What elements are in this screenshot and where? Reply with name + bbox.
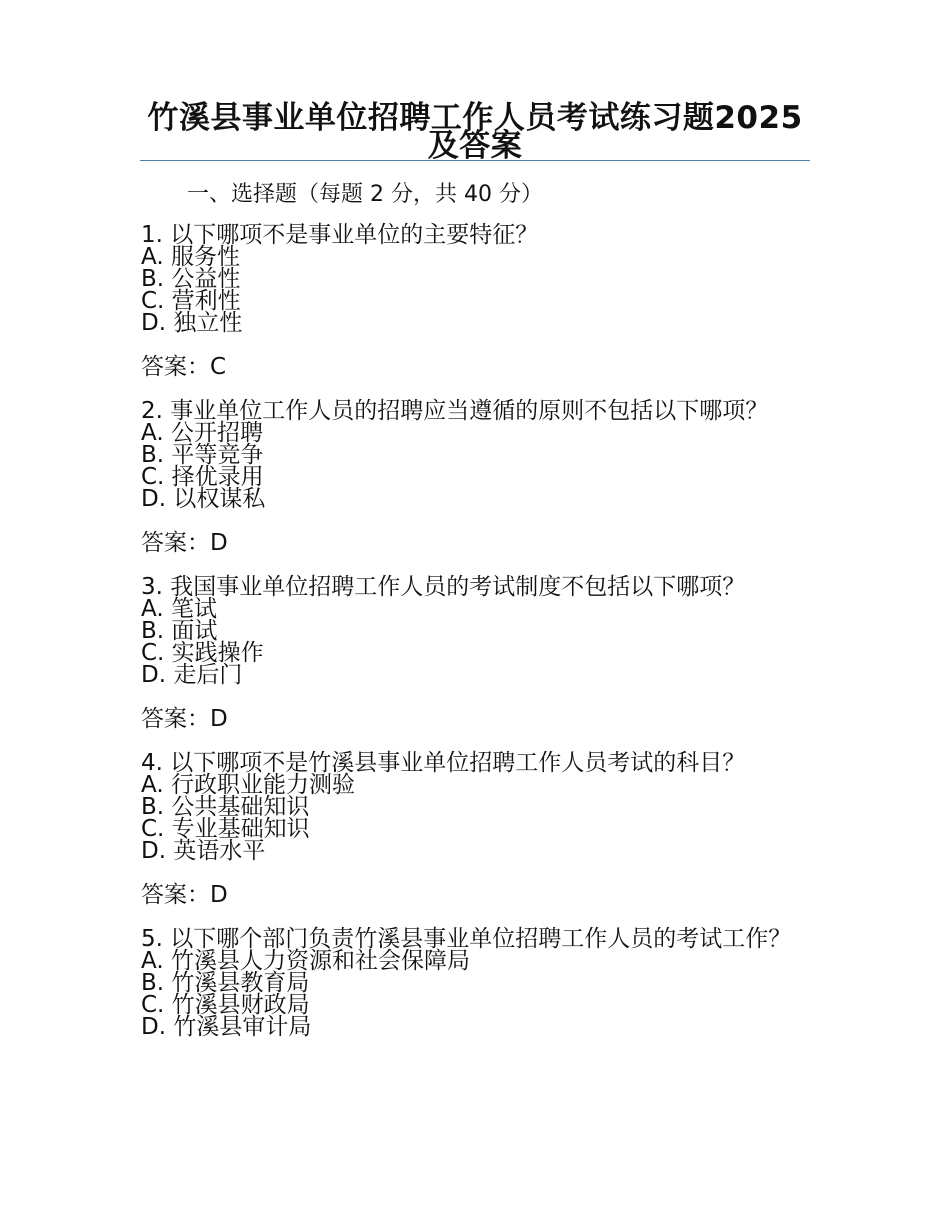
option-c: C. 择优录用 bbox=[141, 464, 264, 490]
question-5 bbox=[141, 928, 801, 1038]
answer-4: 答案：D bbox=[141, 882, 228, 908]
question-list bbox=[141, 224, 801, 1038]
question-stem: 1. 以下哪项不是事业单位的主要特征？ bbox=[141, 222, 539, 248]
question-stem: 3. 我国事业单位招聘工作人员的考试制度不包括以下哪项？ bbox=[141, 574, 746, 600]
option-d: D. 走后门 bbox=[141, 662, 243, 688]
option-b: B. 面试 bbox=[141, 618, 218, 644]
option-d: D. 以权谋私 bbox=[141, 486, 266, 512]
option-d: D. 竹溪县审计局 bbox=[141, 1014, 312, 1040]
option-d: D. 独立性 bbox=[141, 310, 243, 336]
section-heading: 一、选择题（每题 2 分，共 40 分） bbox=[187, 182, 543, 207]
option-d: D. 英语水平 bbox=[141, 838, 266, 864]
question-4 bbox=[141, 752, 801, 862]
option-a: A. 竹溪县人力资源和社会保障局 bbox=[141, 948, 470, 974]
document-title: 竹溪县事业单位招聘工作人员考试练习题2025及答案 bbox=[147, 100, 803, 164]
option-b: B. 平等竞争 bbox=[141, 442, 264, 468]
option-b: B. 公共基础知识 bbox=[141, 794, 310, 820]
option-c: C. 实践操作 bbox=[141, 640, 264, 666]
question-stem: 2. 事业单位工作人员的招聘应当遵循的原则不包括以下哪项？ bbox=[141, 398, 769, 424]
answer-1: 答案：C bbox=[141, 354, 227, 380]
question-2 bbox=[141, 400, 801, 510]
option-a: A. 笔试 bbox=[141, 596, 217, 622]
question-stem: 5. 以下哪个部门负责竹溪县事业单位招聘工作人员的考试工作？ bbox=[141, 926, 792, 952]
option-b: B. 竹溪县教育局 bbox=[141, 970, 310, 996]
title-underline bbox=[140, 160, 810, 161]
option-a: A. 公开招聘 bbox=[141, 420, 263, 446]
option-c: C. 营利性 bbox=[141, 288, 241, 314]
option-c: C. 专业基础知识 bbox=[141, 816, 310, 842]
question-3 bbox=[141, 576, 801, 686]
answer-2: 答案：D bbox=[141, 530, 228, 556]
option-c: C. 竹溪县财政局 bbox=[141, 992, 310, 1018]
question-stem: 4. 以下哪项不是竹溪县事业单位招聘工作人员考试的科目？ bbox=[141, 750, 746, 776]
option-b: B. 公益性 bbox=[141, 266, 241, 292]
answer-3: 答案：D bbox=[141, 706, 228, 732]
option-a: A. 行政职业能力测验 bbox=[141, 772, 355, 798]
question-1 bbox=[141, 224, 801, 334]
option-a: A. 服务性 bbox=[141, 244, 240, 270]
